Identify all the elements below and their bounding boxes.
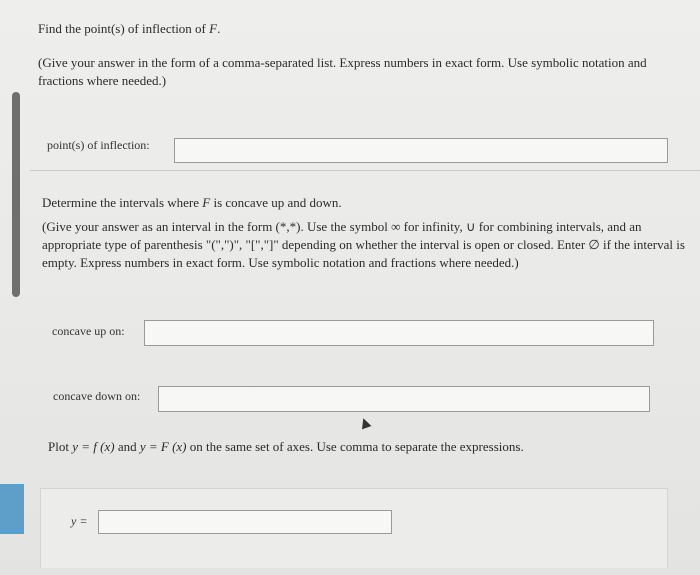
q3-prompt-plot: Plot	[48, 439, 69, 454]
y-equals-label: y =	[71, 514, 88, 528]
mouse-cursor-icon	[359, 417, 372, 430]
q3-prompt-tail: on the same set of axes. Use comma to separate the expressions.	[189, 439, 524, 454]
q2-prompt	[42, 194, 342, 212]
q3-expr1: y = f (x)	[72, 439, 115, 454]
q3-and: and	[117, 439, 137, 454]
q2-instructions: (Give your answer as an interval in the form (*,*). Use the symbol ∞ for infinity, ∪ for combining intervals, and an appropriate type of parenthesis "(",")", "[","]" depending on whether the interval is open or closed. Enter ∅ if the interval is empty. Express numbers in exact form. Use symbolic notation and fractions where needed.)	[42, 219, 685, 270]
inflection-points-input[interactable]	[174, 138, 668, 163]
q2-prompt-tail: is concave up and down.	[213, 195, 342, 210]
section-divider	[30, 170, 700, 171]
concave-up-label: concave up on:	[52, 324, 125, 338]
plot-panel	[40, 488, 668, 568]
q1-prompt-text: Find the point(s) of inflection of	[38, 21, 206, 36]
side-tab[interactable]	[0, 484, 24, 534]
q1-instructions: (Give your answer in the form of a comma-separated list. Express numbers in exact form. Use symbolic notation and fractions where needed.)	[38, 55, 647, 88]
plot-expression-input[interactable]	[98, 510, 392, 534]
concave-down-label: concave down on:	[53, 389, 141, 403]
concave-up-input[interactable]	[144, 320, 654, 346]
scrollbar[interactable]	[12, 92, 20, 297]
q3-prompt	[48, 438, 688, 456]
q1-prompt-var: F	[209, 21, 218, 36]
q2-prompt-text: Determine the intervals where	[42, 195, 200, 210]
q2-prompt-var: F	[202, 195, 211, 210]
q1-prompt: Find the point(s) of inflection of F.	[38, 21, 221, 36]
concave-down-input[interactable]	[158, 386, 650, 412]
inflection-points-label: point(s) of inflection:	[47, 138, 150, 152]
q3-expr2: y = F (x)	[139, 439, 187, 454]
